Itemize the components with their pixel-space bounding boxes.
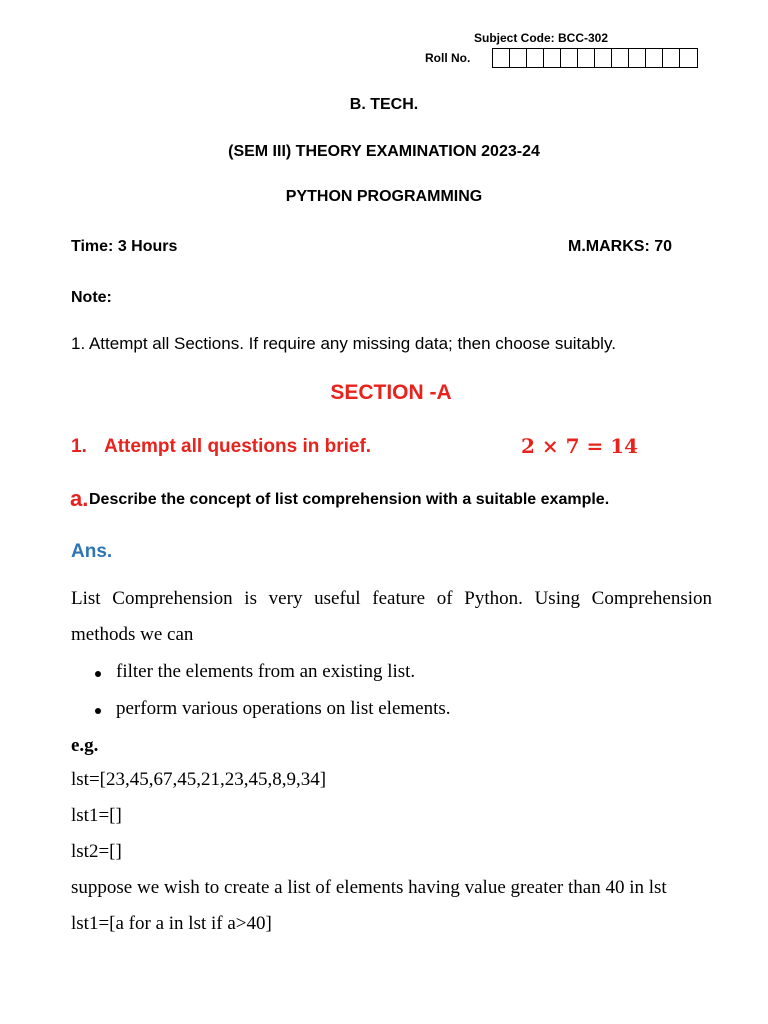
- exam-title: (SEM III) THEORY EXAMINATION 2023-24: [228, 143, 540, 160]
- question-marks: 2 × 7 = 14: [521, 434, 639, 458]
- degree-title: B. TECH.: [349, 96, 419, 113]
- max-marks: M.MARKS: 70: [568, 238, 673, 255]
- subject-code: Subject Code: BCC-302: [474, 31, 609, 45]
- question-number: 1.: [71, 436, 87, 457]
- roll-number-box: [663, 49, 680, 67]
- answer-paragraph-line: methods we can: [71, 624, 194, 645]
- roll-number-box: [561, 49, 578, 67]
- exam-time: Time: 3 Hours: [71, 238, 178, 255]
- roll-number-box: [612, 49, 629, 67]
- section-title: SECTION -A: [330, 381, 452, 404]
- note-item: 1. Attempt all Sections. If require any missing data; then choose suitably.: [71, 334, 616, 353]
- answer-paragraph-line: List Comprehension is very useful feature of Python. Using Comprehension: [71, 588, 712, 609]
- roll-number-box: [595, 49, 612, 67]
- roll-number-box: [578, 49, 595, 67]
- roll-number-box: [680, 49, 697, 67]
- note-label: Note:: [71, 289, 112, 306]
- example-line: lst=[23,45,67,45,21,23,45,8,9,34]: [71, 769, 327, 790]
- example-label: e.g.: [71, 735, 99, 756]
- bullet-item: filter the elements from an existing list.: [116, 661, 416, 682]
- sub-question-letter: a.: [70, 486, 89, 511]
- example-line: lst2=[]: [71, 841, 122, 862]
- roll-number-box: [493, 49, 510, 67]
- roll-number-box: [527, 49, 544, 67]
- bullet-item: perform various operations on list elements.: [116, 698, 451, 719]
- answer-label: Ans.: [71, 541, 113, 562]
- example-line: lst1=[a for a in lst if a>40]: [71, 913, 272, 934]
- example-line: suppose we wish to create a list of elements having value greater than 40 in lst: [71, 877, 667, 898]
- roll-number-box: [629, 49, 646, 67]
- sub-question-text: Describe the concept of list comprehension with a suitable example.: [89, 491, 610, 508]
- roll-number-box: [646, 49, 663, 67]
- roll-number-label: Roll No.: [425, 51, 471, 65]
- question-text: Attempt all questions in brief.: [104, 436, 372, 457]
- example-line: lst1=[]: [71, 805, 122, 826]
- roll-number-boxes: [492, 48, 698, 68]
- bullet-icon: [95, 708, 101, 714]
- roll-number-box: [544, 49, 561, 67]
- subject-title: PYTHON PROGRAMMING: [285, 188, 483, 205]
- bullet-icon: [95, 671, 101, 677]
- roll-number-box: [510, 49, 527, 67]
